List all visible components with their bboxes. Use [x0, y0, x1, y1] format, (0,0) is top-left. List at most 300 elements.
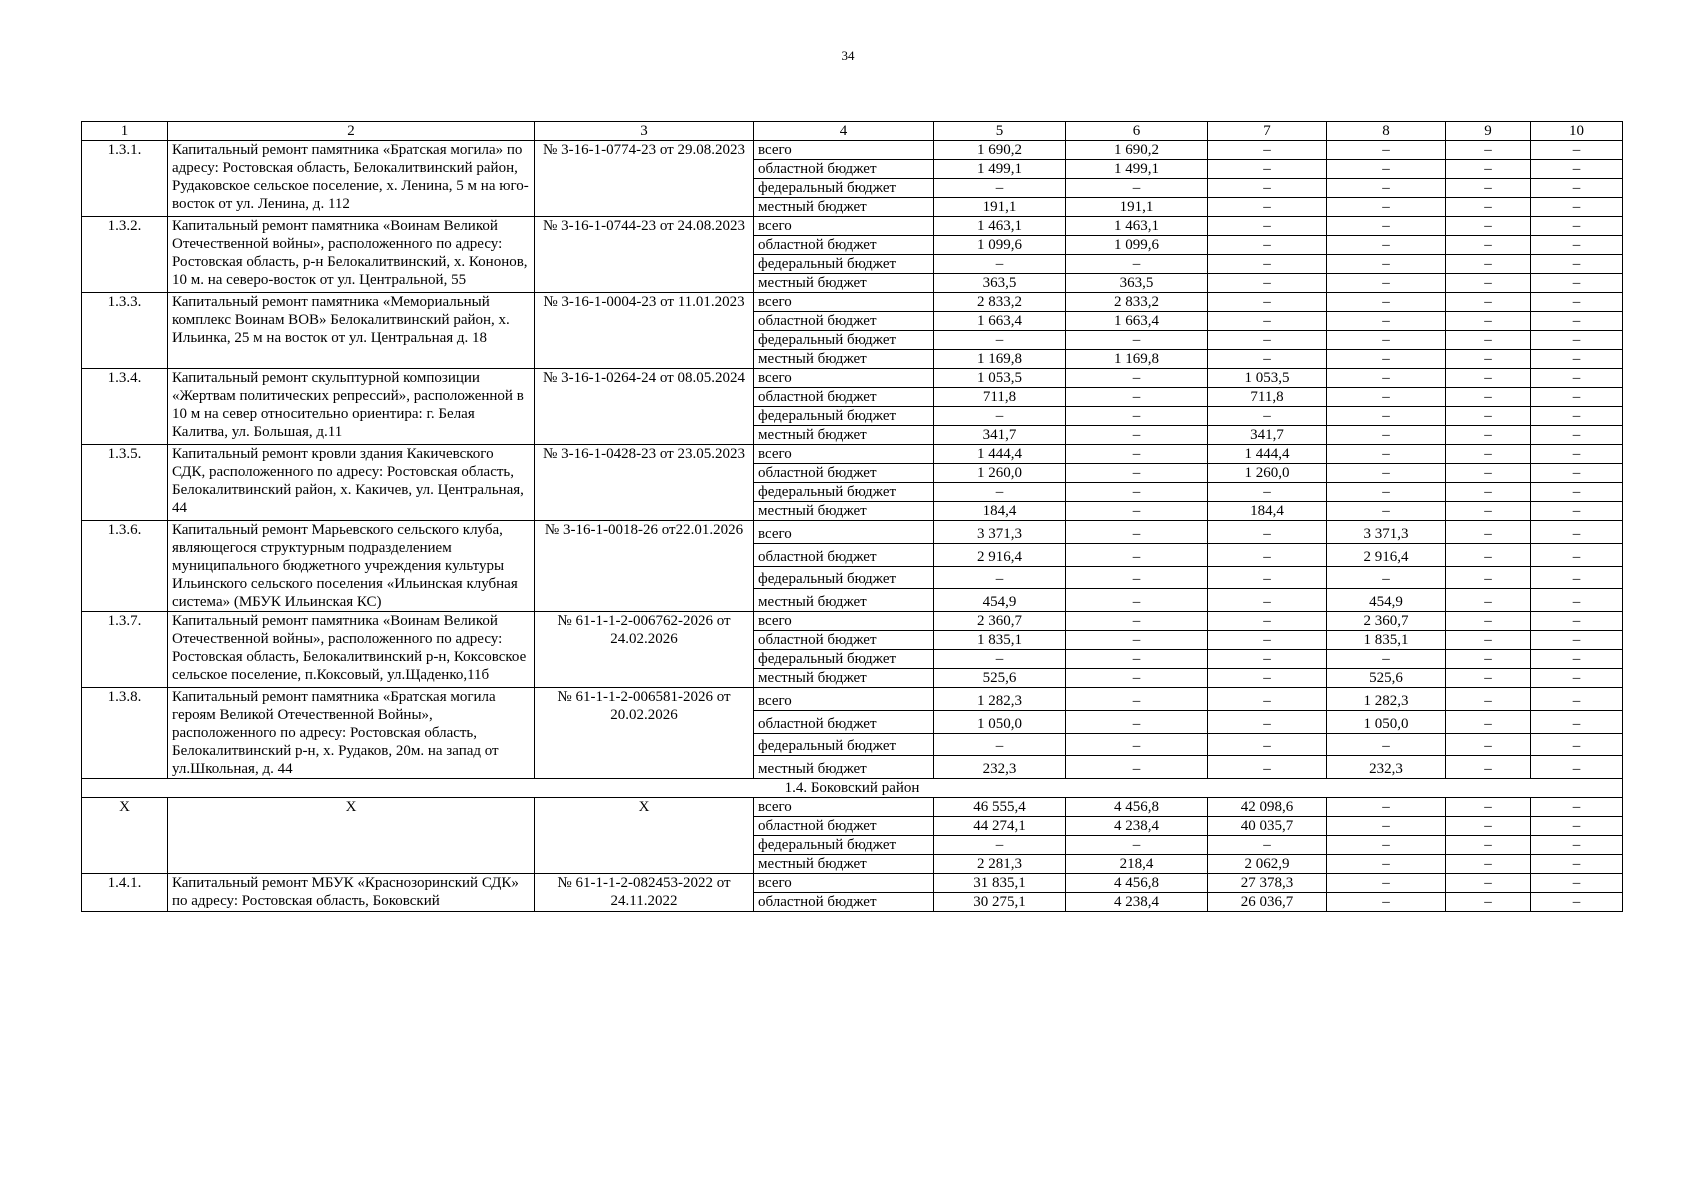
amount-col-7: – — [1208, 710, 1327, 733]
amount-col-5: 1 663,4 — [934, 312, 1066, 331]
amount-col-10: – — [1531, 445, 1623, 464]
amount-col-8: 1 050,0 — [1327, 710, 1446, 733]
amount-col-9: – — [1446, 464, 1531, 483]
amount-col-5: 191,1 — [934, 198, 1066, 217]
amount-col-5: – — [934, 179, 1066, 198]
table-row — [82, 798, 1623, 817]
amount-col-6: – — [1066, 521, 1208, 544]
funding-source: областной бюджет — [754, 464, 934, 483]
amount-col-10: – — [1531, 179, 1623, 198]
amount-col-7: – — [1208, 688, 1327, 711]
column-header-4: 4 — [754, 122, 934, 141]
amount-col-8: – — [1327, 464, 1446, 483]
amount-col-7: – — [1208, 566, 1327, 589]
amount-col-10: – — [1531, 521, 1623, 544]
column-header-5: 5 — [934, 122, 1066, 141]
amount-col-10: – — [1531, 293, 1623, 312]
funding-source: всего — [754, 217, 934, 236]
column-header-10: 10 — [1531, 122, 1623, 141]
amount-col-10: – — [1531, 669, 1623, 688]
amount-col-5: 184,4 — [934, 502, 1066, 521]
amount-col-10: – — [1531, 836, 1623, 855]
amount-col-6: – — [1066, 331, 1208, 350]
amount-col-7: – — [1208, 521, 1327, 544]
amount-col-7: 2 062,9 — [1208, 855, 1327, 874]
amount-col-6: – — [1066, 612, 1208, 631]
funding-source: всего — [754, 874, 934, 893]
amount-col-10: – — [1531, 798, 1623, 817]
amount-col-10: – — [1531, 331, 1623, 350]
amount-col-9: – — [1446, 893, 1531, 912]
amount-col-6: 2 833,2 — [1066, 293, 1208, 312]
amount-col-5: – — [934, 255, 1066, 274]
column-header-6: 6 — [1066, 122, 1208, 141]
amount-col-5: – — [934, 650, 1066, 669]
registration-number: № 3-16-1-0774-23 от 29.08.2023 — [535, 141, 754, 217]
amount-col-5: 1 053,5 — [934, 369, 1066, 388]
table-row — [82, 217, 1623, 236]
amount-col-8: – — [1327, 141, 1446, 160]
page-number: 34 — [841, 48, 855, 63]
amount-col-7: – — [1208, 669, 1327, 688]
header-row — [82, 122, 1623, 141]
funding-source: местный бюджет — [754, 855, 934, 874]
amount-col-5: – — [934, 836, 1066, 855]
amount-col-5: 454,9 — [934, 589, 1066, 612]
table-row — [82, 369, 1623, 388]
amount-col-8: – — [1327, 566, 1446, 589]
registration-number: Х — [535, 798, 754, 874]
amount-col-10: – — [1531, 350, 1623, 369]
item-title: Капитальный ремонт скульптурной композиции «Жертвам политических репрессий», расположенной в 10 м на север относительно ориентира: г. Белая Калитва, ул. Большая, д.11 — [168, 369, 535, 445]
funding-source: областной бюджет — [754, 388, 934, 407]
amount-col-7: – — [1208, 650, 1327, 669]
amount-col-6: – — [1066, 566, 1208, 589]
amount-col-10: – — [1531, 464, 1623, 483]
amount-col-6: 4 238,4 — [1066, 893, 1208, 912]
amount-col-8: – — [1327, 331, 1446, 350]
amount-col-9: – — [1446, 483, 1531, 502]
amount-col-7: 42 098,6 — [1208, 798, 1327, 817]
amount-col-7: – — [1208, 836, 1327, 855]
amount-col-5: 2 360,7 — [934, 612, 1066, 631]
amount-col-6: 218,4 — [1066, 855, 1208, 874]
funding-source: всего — [754, 293, 934, 312]
item-title: Капитальный ремонт памятника «Братская могила героям Великой Отечественной Войны», расположенного по адресу: Ростовская область, Белокалитвинский р-н, х. Рудаков, 20м. на запад от ул.Школьная, д. 44 — [168, 688, 535, 779]
item-number: 1.3.7. — [82, 612, 168, 688]
amount-col-6: 1 463,1 — [1066, 217, 1208, 236]
amount-col-5: 1 444,4 — [934, 445, 1066, 464]
funding-source: местный бюджет — [754, 274, 934, 293]
amount-col-6: – — [1066, 369, 1208, 388]
amount-col-8: – — [1327, 350, 1446, 369]
registration-number: № 3-16-1-0744-23 от 24.08.2023 — [535, 217, 754, 293]
amount-col-5: 1 260,0 — [934, 464, 1066, 483]
amount-col-9: – — [1446, 369, 1531, 388]
funding-source: областной бюджет — [754, 312, 934, 331]
amount-col-8: 1 835,1 — [1327, 631, 1446, 650]
amount-col-9: – — [1446, 631, 1531, 650]
funding-source: местный бюджет — [754, 502, 934, 521]
amount-col-10: – — [1531, 566, 1623, 589]
amount-col-7: – — [1208, 756, 1327, 779]
amount-col-10: – — [1531, 855, 1623, 874]
amount-col-9: – — [1446, 293, 1531, 312]
amount-col-6: 1 690,2 — [1066, 141, 1208, 160]
amount-col-5: 363,5 — [934, 274, 1066, 293]
amount-col-6: – — [1066, 426, 1208, 445]
amount-col-6: 191,1 — [1066, 198, 1208, 217]
amount-col-6: – — [1066, 502, 1208, 521]
amount-col-10: – — [1531, 236, 1623, 255]
registration-number: № 61-1-1-2-006762-2026 от 24.02.2026 — [535, 612, 754, 688]
amount-col-9: – — [1446, 733, 1531, 756]
amount-col-6: – — [1066, 407, 1208, 426]
funding-source: областной бюджет — [754, 631, 934, 650]
amount-col-5: 1 690,2 — [934, 141, 1066, 160]
table-row — [82, 612, 1623, 631]
column-header-2: 2 — [168, 122, 535, 141]
amount-col-7: – — [1208, 179, 1327, 198]
amount-col-8: 3 371,3 — [1327, 521, 1446, 544]
amount-col-8: – — [1327, 255, 1446, 274]
amount-col-10: – — [1531, 650, 1623, 669]
amount-col-8: 232,3 — [1327, 756, 1446, 779]
amount-col-6: 4 456,8 — [1066, 874, 1208, 893]
amount-col-8: 454,9 — [1327, 589, 1446, 612]
amount-col-7: 1 053,5 — [1208, 369, 1327, 388]
amount-col-6: – — [1066, 836, 1208, 855]
amount-col-8: – — [1327, 217, 1446, 236]
item-number: 1.3.6. — [82, 521, 168, 612]
amount-col-5: 3 371,3 — [934, 521, 1066, 544]
amount-col-10: – — [1531, 589, 1623, 612]
column-header-7: 7 — [1208, 122, 1327, 141]
amount-col-9: – — [1446, 445, 1531, 464]
amount-col-9: – — [1446, 688, 1531, 711]
amount-col-6: – — [1066, 445, 1208, 464]
amount-col-9: – — [1446, 426, 1531, 445]
amount-col-5: 341,7 — [934, 426, 1066, 445]
amount-col-8: – — [1327, 388, 1446, 407]
amount-col-6: – — [1066, 756, 1208, 779]
amount-col-7: – — [1208, 198, 1327, 217]
amount-col-5: – — [934, 483, 1066, 502]
amount-col-9: – — [1446, 331, 1531, 350]
amount-col-9: – — [1446, 407, 1531, 426]
registration-number: № 3-16-1-0018-26 от22.01.2026 — [535, 521, 754, 612]
amount-col-9: – — [1446, 855, 1531, 874]
table-row — [82, 688, 1623, 711]
amount-col-9: – — [1446, 236, 1531, 255]
amount-col-6: – — [1066, 543, 1208, 566]
amount-col-5: – — [934, 407, 1066, 426]
item-number: 1.3.3. — [82, 293, 168, 369]
amount-col-7: 27 378,3 — [1208, 874, 1327, 893]
registration-number: № 61-1-1-2-082453-2022 от 24.11.2022 — [535, 874, 754, 912]
item-title: Капитальный ремонт памятника «Мемориальный комплекс Воинам ВОВ» Белокалитвинский район, х. Ильинка, 25 м на восток от ул. Центральная д. 18 — [168, 293, 535, 369]
amount-col-5: 1 282,3 — [934, 688, 1066, 711]
amount-col-8: – — [1327, 198, 1446, 217]
amount-col-6: – — [1066, 710, 1208, 733]
amount-col-9: – — [1446, 388, 1531, 407]
amount-col-10: – — [1531, 483, 1623, 502]
funding-source: федеральный бюджет — [754, 733, 934, 756]
amount-col-6: – — [1066, 669, 1208, 688]
amount-col-8: – — [1327, 445, 1446, 464]
funding-source: местный бюджет — [754, 198, 934, 217]
amount-col-6: 363,5 — [1066, 274, 1208, 293]
amount-col-10: – — [1531, 502, 1623, 521]
amount-col-6: 4 238,4 — [1066, 817, 1208, 836]
amount-col-10: – — [1531, 312, 1623, 331]
amount-col-5: 30 275,1 — [934, 893, 1066, 912]
amount-col-10: – — [1531, 874, 1623, 893]
funding-source: областной бюджет — [754, 817, 934, 836]
amount-col-5: – — [934, 566, 1066, 589]
funding-source: всего — [754, 798, 934, 817]
amount-col-7: 26 036,7 — [1208, 893, 1327, 912]
funding-source: федеральный бюджет — [754, 255, 934, 274]
amount-col-8: – — [1327, 893, 1446, 912]
amount-col-7: – — [1208, 160, 1327, 179]
table-row — [82, 521, 1623, 544]
amount-col-9: – — [1446, 669, 1531, 688]
amount-col-7: – — [1208, 543, 1327, 566]
amount-col-7: 341,7 — [1208, 426, 1327, 445]
amount-col-9: – — [1446, 179, 1531, 198]
amount-col-8: – — [1327, 407, 1446, 426]
item-number: 1.3.2. — [82, 217, 168, 293]
amount-col-10: – — [1531, 388, 1623, 407]
amount-col-8: – — [1327, 817, 1446, 836]
budget-table — [81, 121, 1623, 912]
amount-col-7: 184,4 — [1208, 502, 1327, 521]
funding-source: всего — [754, 688, 934, 711]
item-number: 1.3.4. — [82, 369, 168, 445]
item-title: Капитальный ремонт Марьевского сельского клуба, являющегося структурным подразделением муниципального бюджетного учреждения культуры Ильинского сельского поселения «Ильинская клубная система» (МБУК Ильинская КС) — [168, 521, 535, 612]
amount-col-6: – — [1066, 688, 1208, 711]
item-title: Капитальный ремонт памятника «Братская могила» по адресу: Ростовская область, Белокалитвинский район, Рудаковское сельское поселение, х. Ленина, 5 м на юго-восток от ул. Ленина, д. 112 — [168, 141, 535, 217]
amount-col-8: – — [1327, 369, 1446, 388]
amount-col-7: 40 035,7 — [1208, 817, 1327, 836]
amount-col-6: 4 456,8 — [1066, 798, 1208, 817]
amount-col-8: – — [1327, 236, 1446, 255]
amount-col-10: – — [1531, 198, 1623, 217]
registration-number: № 3-16-1-0264-24 от 08.05.2024 — [535, 369, 754, 445]
amount-col-9: – — [1446, 612, 1531, 631]
amount-col-7: – — [1208, 217, 1327, 236]
amount-col-9: – — [1446, 874, 1531, 893]
amount-col-9: – — [1446, 566, 1531, 589]
amount-col-6: 1 169,8 — [1066, 350, 1208, 369]
amount-col-10: – — [1531, 893, 1623, 912]
amount-col-5: 46 555,4 — [934, 798, 1066, 817]
funding-source: всего — [754, 141, 934, 160]
funding-source: областной бюджет — [754, 236, 934, 255]
amount-col-9: – — [1446, 650, 1531, 669]
amount-col-8: – — [1327, 179, 1446, 198]
amount-col-7: – — [1208, 331, 1327, 350]
amount-col-5: 1 050,0 — [934, 710, 1066, 733]
column-header-1: 1 — [82, 122, 168, 141]
funding-source: областной бюджет — [754, 893, 934, 912]
amount-col-10: – — [1531, 369, 1623, 388]
amount-col-6: – — [1066, 650, 1208, 669]
registration-number: № 61-1-1-2-006581-2026 от 20.02.2026 — [535, 688, 754, 779]
amount-col-7: – — [1208, 293, 1327, 312]
item-number: 1.4.1. — [82, 874, 168, 912]
funding-source: федеральный бюджет — [754, 407, 934, 426]
amount-col-10: – — [1531, 160, 1623, 179]
funding-source: местный бюджет — [754, 589, 934, 612]
amount-col-9: – — [1446, 756, 1531, 779]
amount-col-8: – — [1327, 733, 1446, 756]
amount-col-9: – — [1446, 543, 1531, 566]
amount-col-6: – — [1066, 631, 1208, 650]
item-title: Капитальный ремонт памятника «Воинам Великой Отечественной войны», расположенного по адресу: Ростовская область, р-н Белокалитвинский, х. Кононов, 10 м. на северо-восток от ул. Центральной, 55 — [168, 217, 535, 293]
funding-source: федеральный бюджет — [754, 483, 934, 502]
amount-col-9: – — [1446, 274, 1531, 293]
amount-col-6: – — [1066, 464, 1208, 483]
amount-col-7: 1 260,0 — [1208, 464, 1327, 483]
item-number: Х — [82, 798, 168, 874]
amount-col-10: – — [1531, 217, 1623, 236]
amount-col-8: 2 916,4 — [1327, 543, 1446, 566]
amount-col-8: 1 282,3 — [1327, 688, 1446, 711]
amount-col-10: – — [1531, 426, 1623, 445]
funding-source: федеральный бюджет — [754, 836, 934, 855]
amount-col-5: 1 463,1 — [934, 217, 1066, 236]
amount-col-6: 1 663,4 — [1066, 312, 1208, 331]
amount-col-9: – — [1446, 589, 1531, 612]
amount-col-9: – — [1446, 502, 1531, 521]
amount-col-5: 525,6 — [934, 669, 1066, 688]
amount-col-9: – — [1446, 141, 1531, 160]
amount-col-5: 2 916,4 — [934, 543, 1066, 566]
amount-col-9: – — [1446, 798, 1531, 817]
amount-col-6: – — [1066, 179, 1208, 198]
funding-source: всего — [754, 369, 934, 388]
amount-col-8: – — [1327, 502, 1446, 521]
table-row — [82, 293, 1623, 312]
item-title: Х — [168, 798, 535, 874]
amount-col-10: – — [1531, 141, 1623, 160]
column-header-3: 3 — [535, 122, 754, 141]
funding-source: всего — [754, 445, 934, 464]
amount-col-10: – — [1531, 543, 1623, 566]
amount-col-5: – — [934, 733, 1066, 756]
item-title: Капитальный ремонт памятника «Воинам Великой Отечественной войны», расположенного по адресу: Ростовская область, Белокалитвинский р-н, Коксовское сельское поселение, п.Коксовый, ул.Щаденко,11б — [168, 612, 535, 688]
amount-col-10: – — [1531, 407, 1623, 426]
amount-col-10: – — [1531, 733, 1623, 756]
amount-col-10: – — [1531, 688, 1623, 711]
funding-source: федеральный бюджет — [754, 331, 934, 350]
section-row — [82, 779, 1623, 798]
amount-col-7: – — [1208, 255, 1327, 274]
amount-col-8: 2 360,7 — [1327, 612, 1446, 631]
amount-col-5: – — [934, 331, 1066, 350]
amount-col-9: – — [1446, 817, 1531, 836]
funding-source: федеральный бюджет — [754, 179, 934, 198]
amount-col-7: – — [1208, 483, 1327, 502]
amount-col-5: 44 274,1 — [934, 817, 1066, 836]
amount-col-10: – — [1531, 710, 1623, 733]
amount-col-7: – — [1208, 733, 1327, 756]
amount-col-10: – — [1531, 255, 1623, 274]
amount-col-9: – — [1446, 350, 1531, 369]
amount-col-7: – — [1208, 612, 1327, 631]
amount-col-7: – — [1208, 312, 1327, 331]
amount-col-7: – — [1208, 589, 1327, 612]
amount-col-9: – — [1446, 255, 1531, 274]
column-header-8: 8 — [1327, 122, 1446, 141]
item-number: 1.3.5. — [82, 445, 168, 521]
amount-col-7: – — [1208, 350, 1327, 369]
funding-source: областной бюджет — [754, 710, 934, 733]
amount-col-5: 1 499,1 — [934, 160, 1066, 179]
item-number: 1.3.1. — [82, 141, 168, 217]
funding-source: всего — [754, 612, 934, 631]
funding-source: федеральный бюджет — [754, 566, 934, 589]
amount-col-7: – — [1208, 236, 1327, 255]
amount-col-8: – — [1327, 855, 1446, 874]
amount-col-8: – — [1327, 293, 1446, 312]
amount-col-7: – — [1208, 274, 1327, 293]
amount-col-6: – — [1066, 733, 1208, 756]
amount-col-8: – — [1327, 274, 1446, 293]
funding-source: местный бюджет — [754, 426, 934, 445]
amount-col-7: – — [1208, 141, 1327, 160]
funding-source: местный бюджет — [754, 756, 934, 779]
amount-col-8: – — [1327, 160, 1446, 179]
funding-source: местный бюджет — [754, 669, 934, 688]
amount-col-8: – — [1327, 312, 1446, 331]
amount-col-5: 2 833,2 — [934, 293, 1066, 312]
table-row — [82, 874, 1623, 893]
registration-number: № 3-16-1-0428-23 от 23.05.2023 — [535, 445, 754, 521]
funding-source: областной бюджет — [754, 543, 934, 566]
amount-col-6: 1 499,1 — [1066, 160, 1208, 179]
amount-col-8: – — [1327, 650, 1446, 669]
amount-col-9: – — [1446, 160, 1531, 179]
amount-col-10: – — [1531, 631, 1623, 650]
amount-col-8: 525,6 — [1327, 669, 1446, 688]
amount-col-9: – — [1446, 521, 1531, 544]
amount-col-6: 1 099,6 — [1066, 236, 1208, 255]
amount-col-5: 2 281,3 — [934, 855, 1066, 874]
amount-col-7: 1 444,4 — [1208, 445, 1327, 464]
amount-col-9: – — [1446, 312, 1531, 331]
amount-col-8: – — [1327, 426, 1446, 445]
amount-col-5: 711,8 — [934, 388, 1066, 407]
section-title: 1.4. Боковский район — [82, 779, 1623, 798]
amount-col-10: – — [1531, 756, 1623, 779]
amount-col-10: – — [1531, 274, 1623, 293]
column-header-9: 9 — [1446, 122, 1531, 141]
amount-col-10: – — [1531, 817, 1623, 836]
amount-col-9: – — [1446, 198, 1531, 217]
funding-source: всего — [754, 521, 934, 544]
amount-col-6: – — [1066, 255, 1208, 274]
amount-col-6: – — [1066, 589, 1208, 612]
amount-col-5: 1 169,8 — [934, 350, 1066, 369]
amount-col-10: – — [1531, 612, 1623, 631]
amount-col-5: 232,3 — [934, 756, 1066, 779]
amount-col-8: – — [1327, 836, 1446, 855]
item-number: 1.3.8. — [82, 688, 168, 779]
amount-col-5: 1 835,1 — [934, 631, 1066, 650]
